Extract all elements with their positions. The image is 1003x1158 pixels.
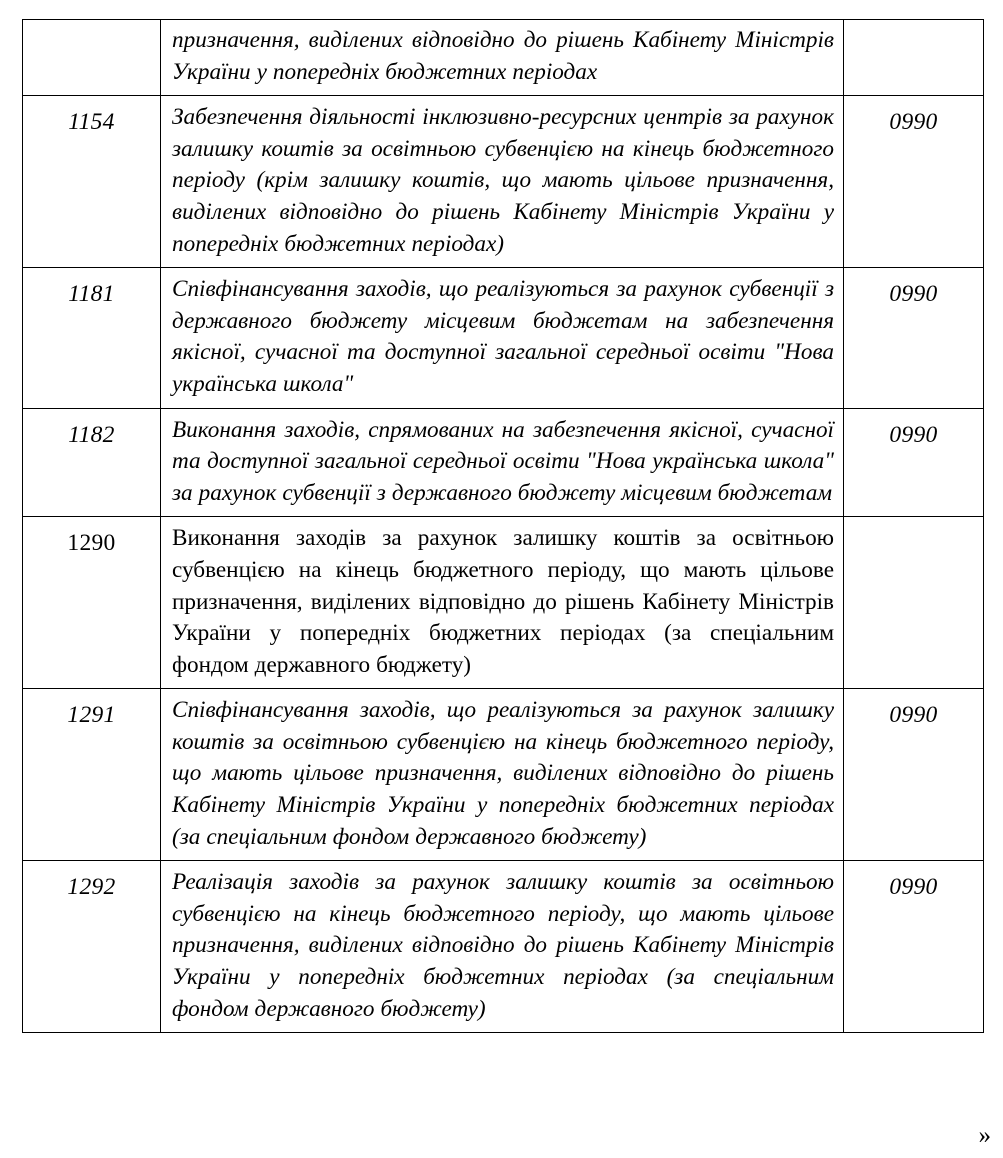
- table-body: [23, 20, 984, 1033]
- cell-fund-code: [844, 96, 984, 268]
- cell-fund-code: [844, 689, 984, 861]
- fund-code-value: [844, 517, 983, 528]
- cell-program-code: [23, 268, 161, 408]
- table-row: [23, 268, 984, 408]
- cell-fund-code: [844, 408, 984, 517]
- cell-program-code: [23, 517, 161, 689]
- closing-quotation-mark: »: [978, 1122, 991, 1149]
- program-name-value: Співфінансування заходів, що реалізуються за рахунок субвенції з державного бюджету місцевим бюджетам на забезпечення якісної, сучасної та доступної загальної середньої освіти "Нова українська школа": [172, 276, 834, 397]
- table-row: [23, 408, 984, 517]
- cell-program-name: [161, 408, 844, 517]
- program-name-value: Виконання заходів, спрямованих на забезпечення якісної, сучасної та доступної загальної середньої освіти "Нова українська школа" за рахунок субвенції з державного бюджету місцевим бюджетам: [172, 416, 834, 506]
- cell-program-name: [161, 689, 844, 861]
- program-name-value: Співфінансування заходів, що реалізуються за рахунок залишку коштів за освітньою субвенцією на кінець бюджетного періоду, що мають цільове призначення, виділених відповідно до рішень Кабінету Міністрів України у попередніх бюджетних періодах (за спеціальним фондом державного бюджету): [172, 697, 834, 850]
- fund-code-value: 0990: [889, 874, 938, 901]
- program-code-value: 1182: [68, 421, 115, 448]
- cell-fund-code: [844, 268, 984, 408]
- cell-program-code: [23, 96, 161, 268]
- cell-program-name: [161, 517, 844, 689]
- cell-program-code: [23, 20, 161, 96]
- cell-fund-code: [844, 20, 984, 96]
- program-name-value: Виконання заходів за рахунок залишку коштів за освітньою субвенцією на кінець бюджетного періоду, що мають цільове призначення, виділених відповідно до рішень Кабінету Міністрів України у попередніх бюджетних періодах (за спеціальним фондом державного бюджету): [172, 525, 834, 678]
- fund-code-value: 0990: [889, 281, 938, 308]
- cell-program-code: [23, 408, 161, 517]
- fund-code-value: 0990: [889, 421, 938, 448]
- fund-code-value: 0990: [889, 109, 938, 136]
- program-name-value: Забезпечення діяльності інклюзивно-ресурсних центрів за рахунок залишку коштів за освітньою субвенцією на кінець бюджетного періоду (крім залишку коштів, що мають цільове призначення, виділених відповідно до рішень Кабінету Міністрів України у попередніх бюджетних періодах): [172, 104, 834, 257]
- budget-program-table: [22, 19, 984, 1033]
- program-code-value: 1154: [68, 109, 115, 136]
- cell-program-code: [23, 861, 161, 1033]
- table-row: [23, 689, 984, 861]
- cell-program-name: [161, 861, 844, 1033]
- table-row: [23, 517, 984, 689]
- table-row: [23, 96, 984, 268]
- cell-fund-code: [844, 861, 984, 1033]
- program-code-value: 1181: [68, 281, 115, 308]
- cell-program-name: [161, 268, 844, 408]
- program-name-value: призначення, виділених відповідно до рішень Кабінету Міністрів України у попередніх бюджетних періодах: [172, 27, 834, 85]
- cell-program-name: [161, 96, 844, 268]
- program-code-value: 1292: [67, 874, 116, 901]
- cell-program-name: [161, 20, 844, 96]
- table-row: [23, 20, 984, 96]
- table-row: [23, 861, 984, 1033]
- cell-fund-code: [844, 517, 984, 689]
- fund-code-value: [844, 20, 983, 31]
- fund-code-value: 0990: [889, 702, 938, 729]
- cell-program-code: [23, 689, 161, 861]
- program-code-value: [23, 20, 160, 31]
- program-name-value: Реалізація заходів за рахунок залишку коштів за освітньою субвенцією на кінець бюджетного періоду, що мають цільове призначення, виділених відповідно до рішень Кабінету Міністрів України у попередніх бюджетних періодах (за спеціальним фондом державного бюджету): [172, 869, 834, 1022]
- program-code-value: 1291: [67, 702, 116, 729]
- program-code-value: 1290: [67, 530, 116, 557]
